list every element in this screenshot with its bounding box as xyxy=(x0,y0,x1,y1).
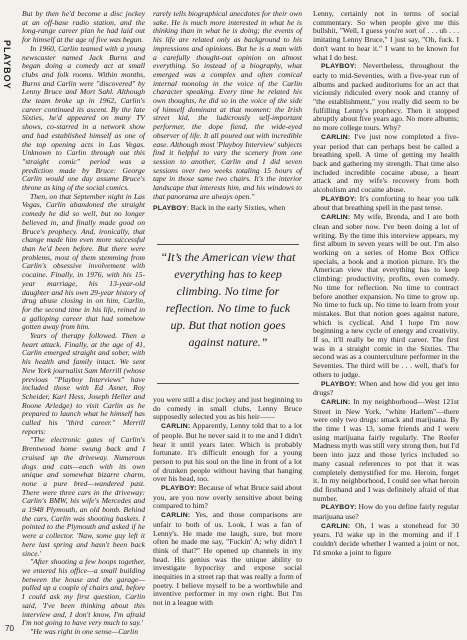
speaker-label: CARLIN: xyxy=(161,423,191,431)
interview-paragraph xyxy=(153,422,302,484)
intro-paragraph: "After shooting a few hoops together, we entered his office—a small building between the house and the garage—pulled up a couple of chairs and, before I could ask my first question, Carlin said, 'I've been thinking about this interview and, I don't know, I'm afraid I'm not going to have very much to say.' xyxy=(22,557,145,628)
speaker-label: CARLIN: xyxy=(161,512,191,520)
paragraph-text: Nevertheless, throughout the early to mid-Seventies, with a five-year run of albums and packed auditoriums for an act that viciously ridiculed every nook and cranny of "the establishment," you really did seem to be fulfilling Lenny's prophecy. Then it stopped abruptly about five years ago. No more albums; no more college tours. Why? xyxy=(313,61,459,133)
interview-paragraph xyxy=(313,133,459,195)
interview-paragraph xyxy=(313,380,459,398)
intro-paragraph: Years of therapy followed. Then a heart attack. Finally, at the age of 41, Carlin emerged straight and sober, with his health and family intact. We sent New York journalist Sam Merrill (whose previous "Playboy Interviews" have included those with Ed Asner, Roy Scheider, Karl Hess, Joseph Heller and Roone Arledge) to visit Carlin as he prepared to launch what he himself has called his "third career." Merrill reports: xyxy=(22,331,145,436)
page-number: 70 xyxy=(5,624,14,633)
interview-paragraph xyxy=(313,522,459,558)
pull-quote: “It’s the American view that everything has to keep climbing. No time for reflection. No time to fuck up. But that notion goes against nature.” xyxy=(157,244,299,384)
paragraph-text: It's comforting to hear you talk about that breathing spell in the past tense. xyxy=(313,193,459,213)
interview-paragraph xyxy=(153,396,302,422)
interview-paragraph xyxy=(313,398,459,503)
speaker-label: CARLIN: xyxy=(321,522,351,530)
speaker-label: PLAYBOY: xyxy=(161,485,197,493)
interview-paragraph xyxy=(313,213,459,379)
paragraph-text: When and how did you get into drugs? xyxy=(313,378,460,398)
paragraph-text: Oh, I was a stonehead for 30 years. I'd wake up in the morning and if I couldn't decide whether I wanted a joint or not, I'd smoke a joint to figure xyxy=(313,520,460,557)
paragraph-text: you were still a disc jockey and just beginning to do comedy in small clubs, Lenny Bruce supposedly selected you as his heir—— xyxy=(153,395,302,422)
paragraph-text: In my neighborhood—West 121st Street in New York, "white Harlem"—there were only two drugs: smack and marijuana. By the time I was 13, some friends and I were using marijuana fairly regularly. The Reefer Madness myth was still very strong then, but I'd been into jazz and those lyrics included so many casual references to pot that it was completely demystified for me. Heroin, forget it. In my neighborhood, I could see what heroin did firsthand and I was definitely afraid of that number. xyxy=(313,396,459,503)
interview-paragraph xyxy=(153,484,302,511)
speaker-label: PLAYBOY xyxy=(153,205,187,213)
interview-paragraph xyxy=(313,10,459,62)
paragraph-text: Because of what Bruce said about you, are you now overly sensitive about being compared to him? xyxy=(153,483,302,511)
speaker-label: CARLIN: xyxy=(321,398,351,406)
interview-paragraph xyxy=(313,503,459,521)
intro-paragraph: "The electronic gates of Carlin's Brentwood home swung back and I cruised up the driveway. Numerous dogs and cats—each with its own unique and somewhat bizarre charm, none a pure bred—wandered past. There were three cars in the driveway: Carlin's BMW, his wife's Mercedes and a 1948 Plymouth, an old bomb. Behind the cars, Carlin was shooting baskets. I pointed to the Plymouth and asked if he were a collector. 'Naw, some guy left it here last spring and hasn't been back since.' xyxy=(22,435,145,558)
speaker-label: CARLIN: xyxy=(321,214,351,222)
paragraph-text: I've just now completed a five-year period that can perhaps best be called a breathing spell. A time of getting my health back and gathering my strength. That time also included incredible cocaine abuse, a heart attack and my wife's recovery from both alcoholism and cocaine abuse. xyxy=(313,131,459,195)
intro-paragraph: rarely tells biographical anecdotes for their own sake. He is much more interested in what he is thinking than in what he is doing; the events of his life are related only as background to his impressions and opinions. But he is a man with a carefully thought-out opinion on almost everything. So instead of a biography, what emerged was a complex and often comical internal monolog in the voice of the Carlin character speaking. Every time he related his own thoughts, he did so in the voice of the side of himself dominant at that moment: the Irish street kid, the ludicrously self-important performer, the dope fiend, the wide-eyed observer of life. It all poured out with incredible ease. Although most 'Playboy Interview' subjects find it helpful to vary the scenery from one session to another, Carlin and I did seven sessions over two weeks totaling 15 hours of tape in those same two chairs. It's the interior landscape that interests him, and his windows to that panorama are always open." xyxy=(153,9,302,201)
magazine-name: PLAYBOY xyxy=(2,40,12,90)
speaker-label: PLAYBOY: xyxy=(321,504,357,512)
speaker-label: CARLIN: xyxy=(321,133,351,141)
paragraph-text: Lenny, certainly not in terms of social commentary. So when people give me this bullshit, "Well, I guess you're sort of . . . uh . . . imitating Lenny Bruce," I just say, "Oh, fuck. I don't want to hear it." I want to be known for what I do best. xyxy=(313,9,459,62)
interview-paragraph xyxy=(313,62,459,133)
interview-column-right xyxy=(313,10,459,622)
first-question: PLAYBOY: Back in the early Sixties, when xyxy=(153,203,286,213)
speaker-label: PLAYBOY: xyxy=(321,195,357,203)
intro-column-continued xyxy=(153,9,302,213)
interview-column-middle xyxy=(153,396,302,628)
speaker-label: PLAYBOY: xyxy=(321,63,357,71)
speaker-label: PLAYBOY: xyxy=(321,380,357,388)
intro-paragraph: In 1960, Carlin teamed with a young newscaster named Jack Burns and began doing a comedy act at small clubs and folk rooms. Within months, Burns and Carlin were "discovered" by Lenny Bruce and Mort Sahl. Although the team broke up in 1962, Carlin's career continued its ascent. By the late Sixties, he'd appeared on many TV shows, co-starred in a network show and had established himself as one of the top opening acts in Las Vegas. Unknown to Carlin through out this "straight comic" period was a prediction made by Bruce: George Carlin would one day assume Bruce's throne as king of the social comics. xyxy=(22,43,145,193)
interview-paragraph xyxy=(153,511,302,608)
paragraph-text: Apparently, Lenny told that to a lot of people. But he never said it to me and I didn't hear it until years later. Which is probably fortunate. It's difficult enough for a young person to put his soul on the line in front of a lot of drunken people without having that hanging over his head, too. xyxy=(153,421,302,484)
paragraph-text: Yes, and those comparisons are unfair to both of us. Look, I was a fan of Lenny's. He made me laugh, sure, but more often he made me say, "Fuckin' A; why didn't I think of that?" He opened up channels in my head. His genius was the unique ability to investigate hypocrisy and expose social inequities in a street rap that was really a form of poetry. I believe myself to be a worthwhile and inventive performer in my own right. But I'm not in a league with xyxy=(153,510,302,608)
intro-paragraph: Then, on that September night in Las Vegas, Carlin abandoned the straight comedy he did so well, but no longer believed in, and finally made good on Bruce's prophecy. And, ironically, that change made him even more successful than he'd been before. But there were problems, most of them stemming from Carlin's obsessive involvement with cocaine. Finally, in 1976, with his 15-year marriage, his 13-year-old daughter and his own 29-year history of drug abuse closing in on him, Carlin, for the second time in his life, reined in a galloping career that had somehow gotten away from him. xyxy=(22,191,145,332)
intro-column xyxy=(22,9,145,636)
intro-paragraph: But by then he'd become a disc jockey at an off-base radio station, and the long-range career plan he had laid out for himself at the age of five was begun. xyxy=(22,9,145,45)
interview-paragraph xyxy=(313,195,459,213)
question-text: Back in the early Sixties, when xyxy=(190,203,286,213)
paragraph-text: How do you define fairly regular marijuana use? xyxy=(313,502,459,522)
paragraph-text: My wife, Brenda, and I are both clean and sober now. I've been doing a lot of writing. By the time this interview appears, my first album in seven years will be out. I'm also working on a series of Home Box Office specials, a book and a motion picture. It's the American view that everything has to keep climbing: productivity, profits, even comedy. No time for reflection. No time to contract before another expansion. No time to grow up. No time to fuck up. No time to learn from your mistakes. But that notion goes against nature, which is cyclical. And I hope I'm now beginning a new cycle of energy and creativity. If so, it'll really be my third career. The first was in a straight comic in the Sixties. The second was as a counterculture performer in the Seventies. The third will be . . . well, that's for others to judge. xyxy=(313,212,459,379)
intro-paragraph: "He was right in one sense—Carlin xyxy=(30,626,139,636)
magazine-side-title xyxy=(0,40,14,100)
